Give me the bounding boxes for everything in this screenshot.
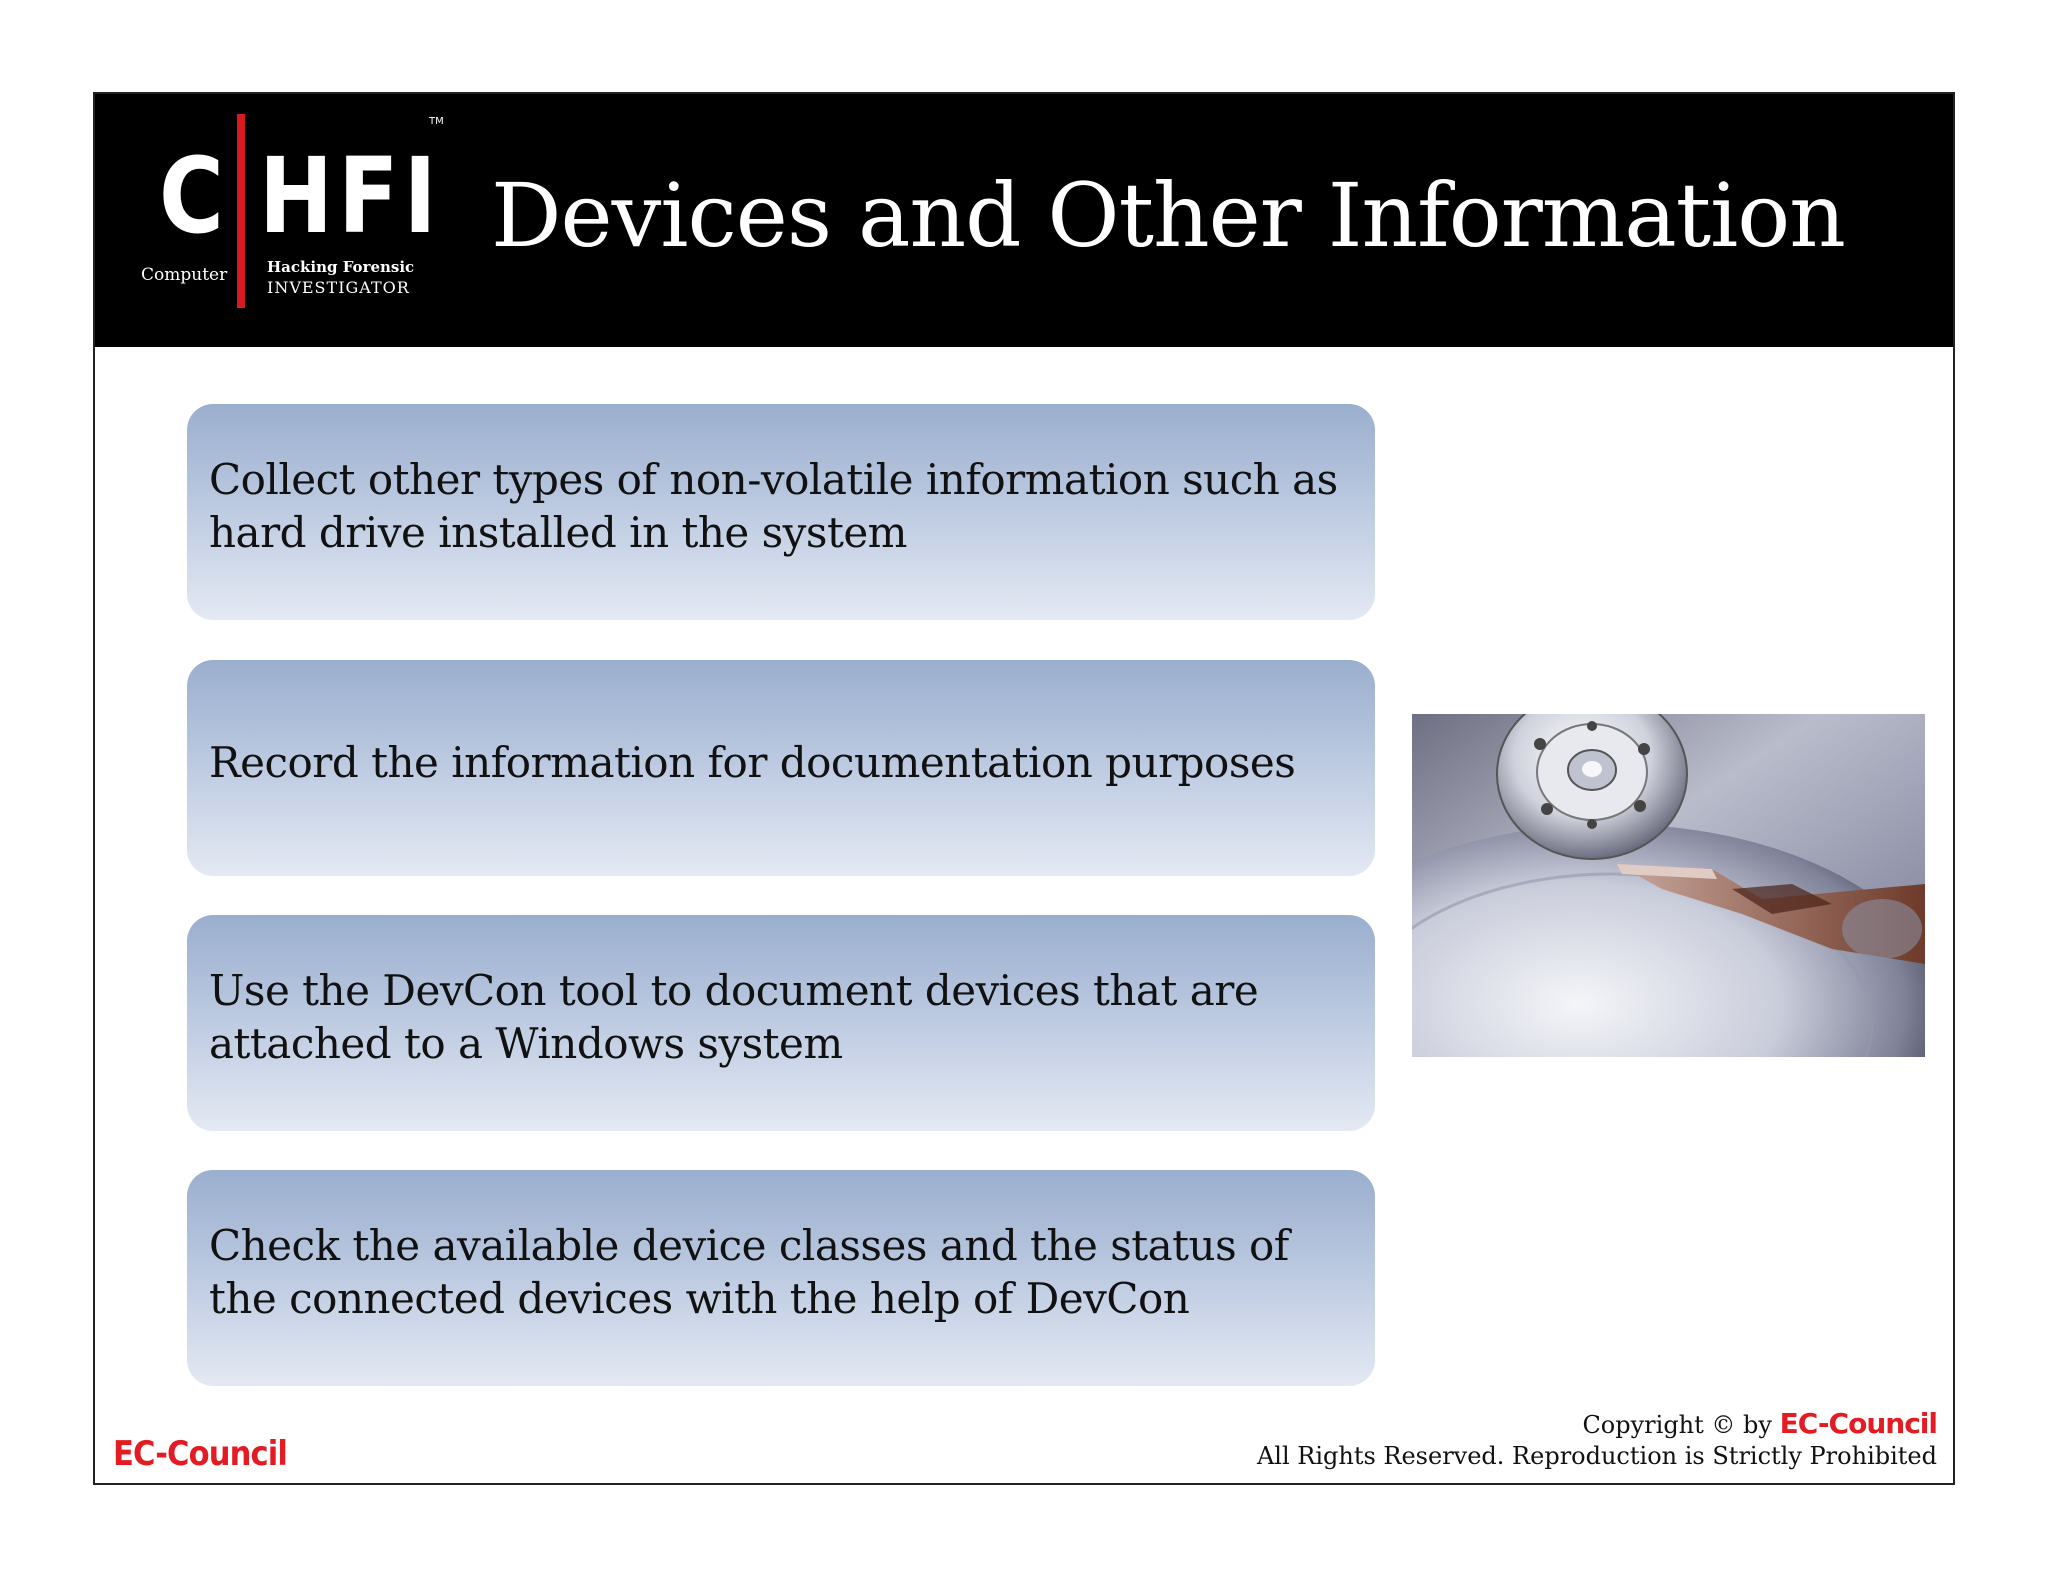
bullet-box xyxy=(187,1170,1375,1386)
bullet-box xyxy=(187,404,1375,620)
logo-letters-hfi: HFI xyxy=(259,135,442,257)
logo-trademark: TM xyxy=(429,116,444,127)
logo-hacking-forensic-label: Hacking Forensic xyxy=(267,258,415,276)
ec-council-logo: EC-Council xyxy=(113,1434,287,1474)
slide xyxy=(93,92,1955,1485)
chfi-logo xyxy=(95,94,455,347)
slide-title: Devices and Other Information xyxy=(491,164,1845,267)
bullet-text: Record the information for documentation purposes xyxy=(209,737,1296,787)
bullet-text: Collect other types of non-volatile information such as hard drive installed in the system xyxy=(209,455,1338,557)
bullet-text: Check the available device classes and the status of the connected devices with the help of DevCon xyxy=(209,1221,1289,1323)
copyright-notice xyxy=(1257,1408,1937,1472)
slide-header xyxy=(95,94,1953,347)
copyright-prefix: Copyright © by xyxy=(1582,1411,1772,1439)
bullet-text: Use the DevCon tool to document devices that are attached to a Windows system xyxy=(209,966,1259,1068)
copyright-line xyxy=(1257,1408,1937,1441)
copyright-brand: EC-Council xyxy=(1779,1407,1937,1440)
rights-reserved-line: All Rights Reserved. Reproduction is Strictly Prohibited xyxy=(1256,1442,1937,1470)
logo-red-bar xyxy=(237,114,245,308)
hard-drive-photo xyxy=(1412,714,1925,1057)
logo-investigator-label: INVESTIGATOR xyxy=(267,278,410,297)
logo-computer-label: Computer xyxy=(141,265,228,285)
logo-letter-c: C xyxy=(159,135,224,257)
bullet-box xyxy=(187,915,1375,1131)
bullet-box xyxy=(187,660,1375,876)
